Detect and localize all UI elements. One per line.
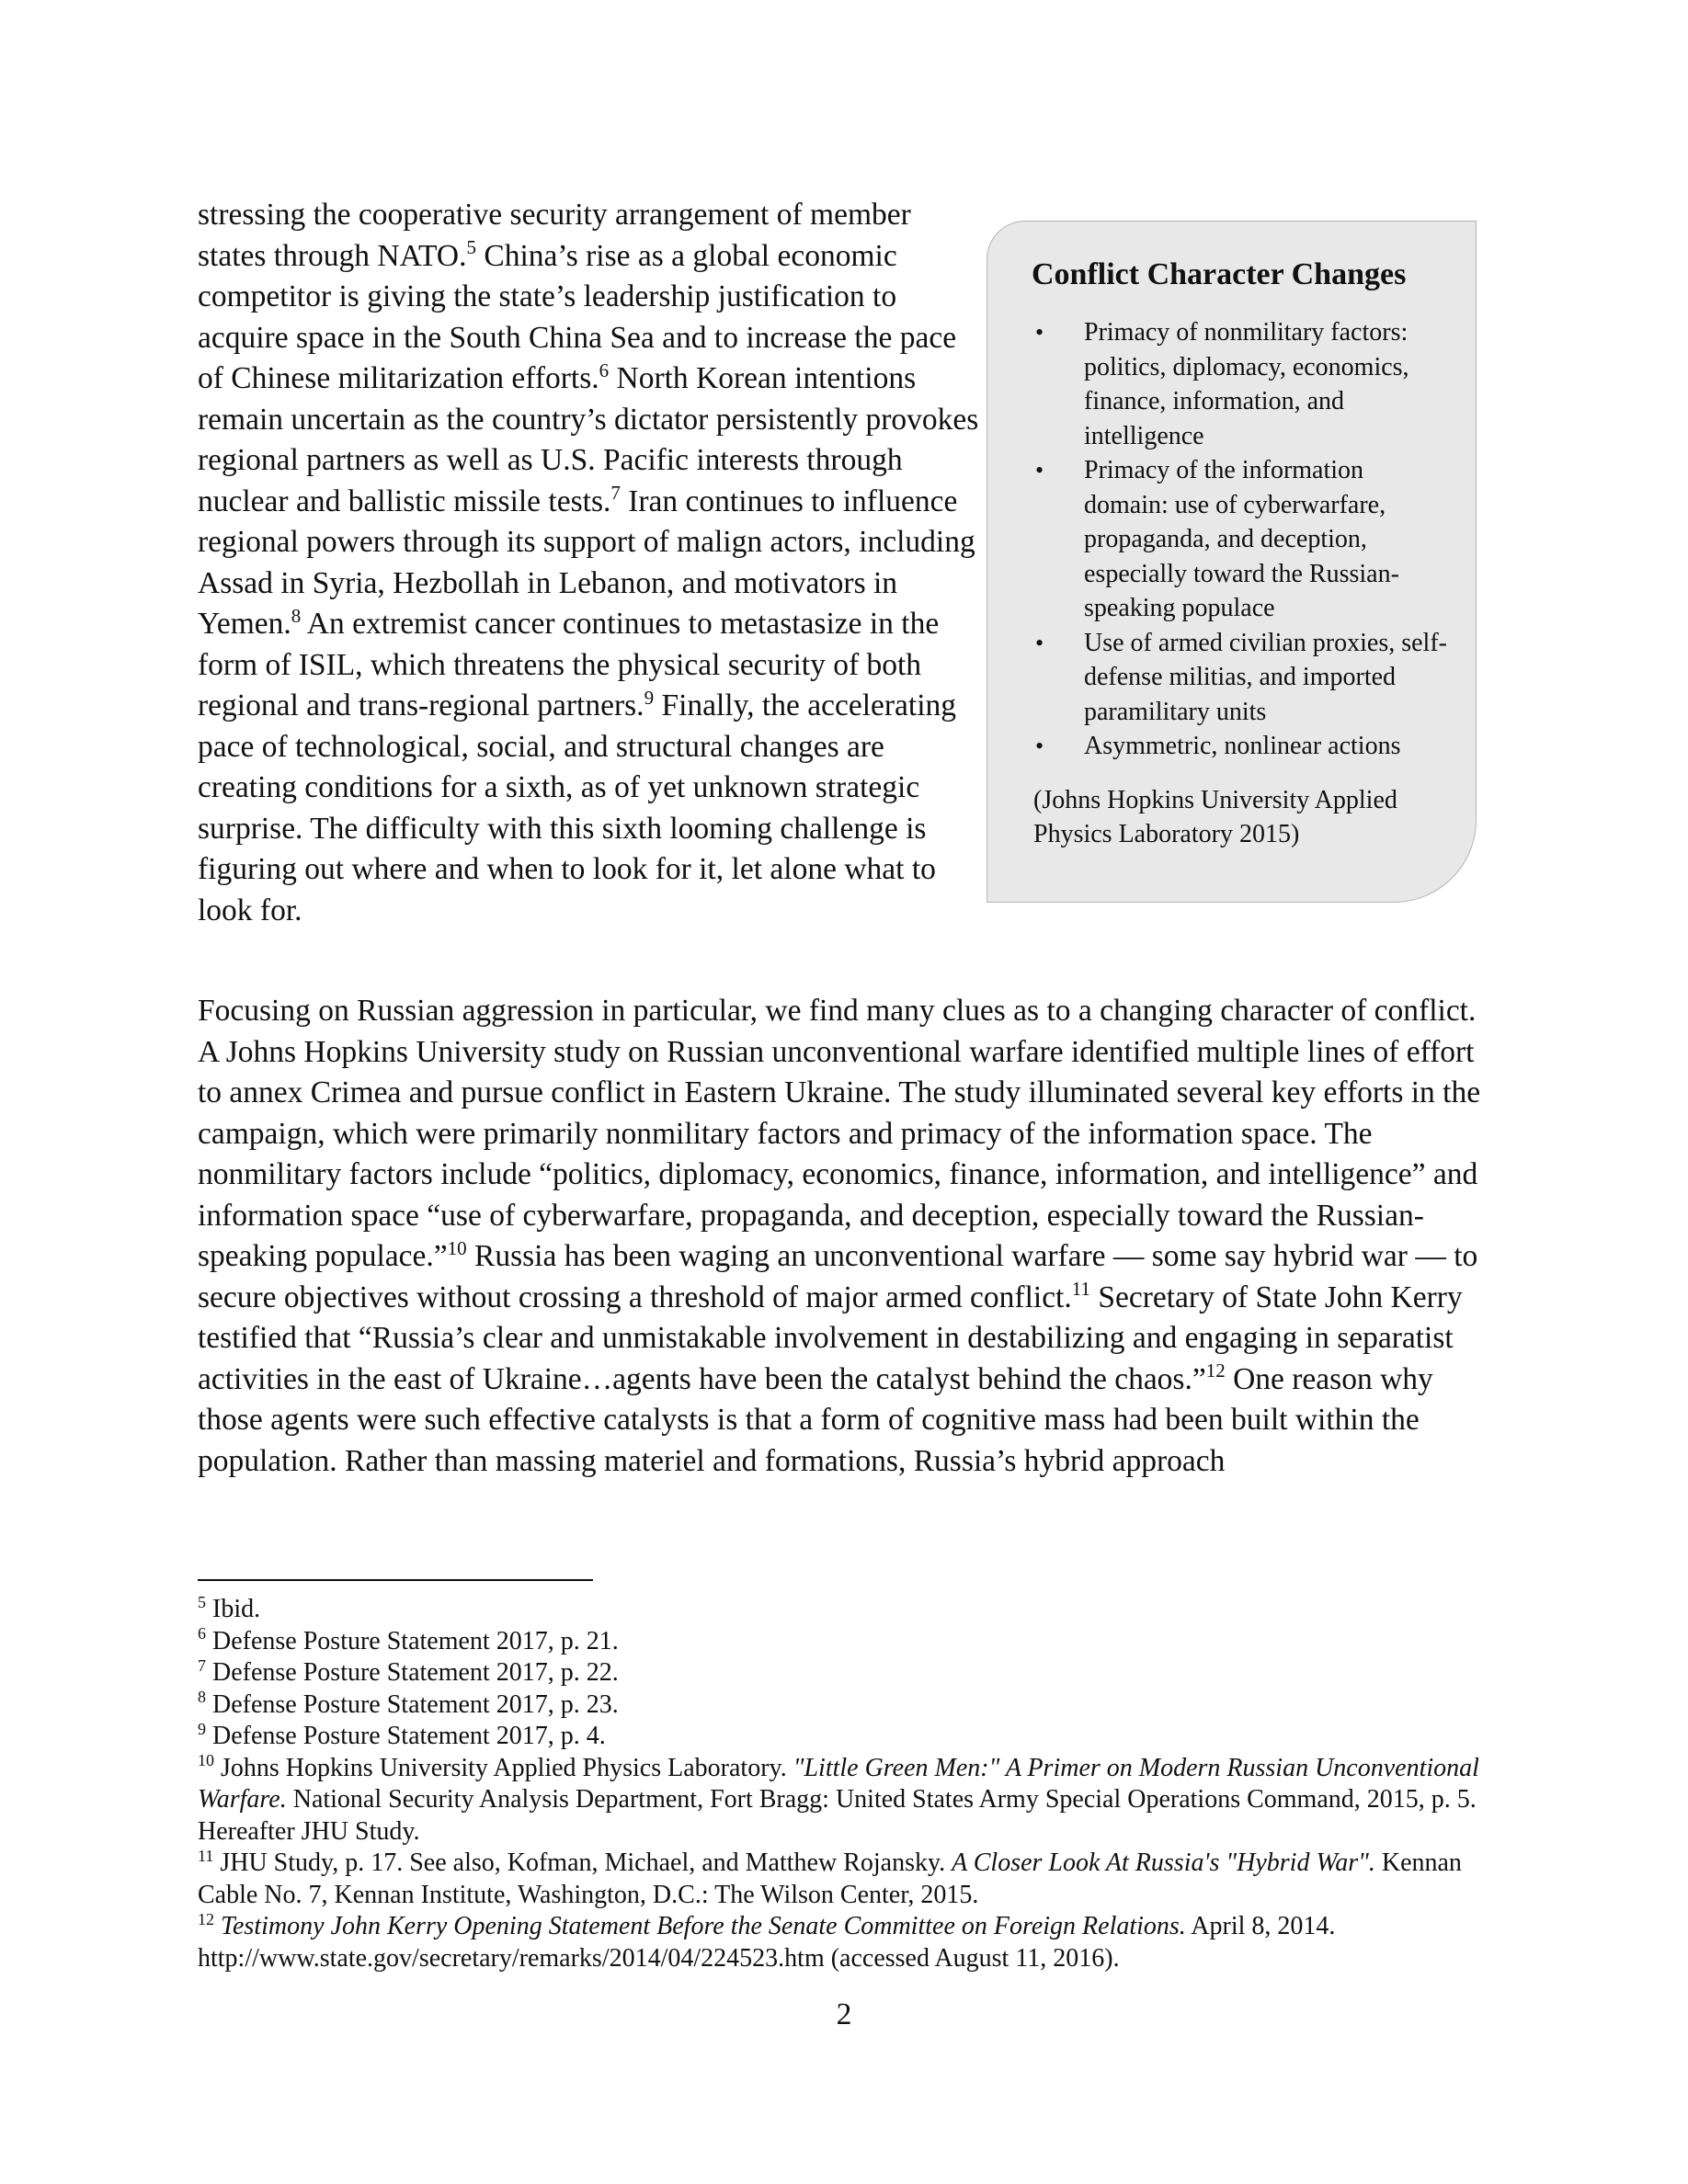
sidebar-bullet-item (1035, 729, 1454, 764)
bullet-icon: • (1035, 629, 1044, 656)
footnote-ref[interactable]: 11 (1071, 1278, 1090, 1301)
text-segment: An extremist cancer continues to metastasize in the form of ISIL, which threatens the physical security of both regional and trans-regional partners. (198, 607, 940, 722)
footnote-text: Johns Hopkins University Applied Physics Laboratory. (221, 1753, 793, 1782)
bullet-text: Asymmetric, nonlinear actions (1084, 732, 1401, 760)
footnote-text: Defense Posture Statement 2017, p. 4. (212, 1722, 606, 1750)
footnote-number: 6 (198, 1624, 206, 1644)
footnote-number: 7 (198, 1655, 206, 1675)
text-segment: Russia has been waging an unconventional warfare — some say hybrid war — to secure objectives without crossing a threshold of major armed conflict. (198, 1239, 1478, 1314)
footnote-text: April 8, 2014. http://www.state.gov/secretary/remarks/2014/04/224523.htm (accessed August 11, 2016). (198, 1912, 1336, 1973)
text-segment: China’s rise as a global economic competitor is giving the state’s leadership justification to acquire space in the South China Sea and to increase the pace of Chinese militarization efforts. (198, 238, 957, 395)
footnote-ref[interactable]: 7 (610, 482, 621, 505)
bullet-icon: • (1035, 733, 1044, 759)
bullet-text: Primacy of nonmilitary factors: politics, diplomacy, economics, finance, information, and intelligence (1084, 318, 1409, 450)
footnotes (198, 1594, 1494, 1974)
text-segment: Secretary of State John Kerry testified that “Russia’s clear and unmistakable involvement in destabilizing and engaging in separatist activities in the east of Ukraine…agents have been the catalyst behind the chaos.” (198, 1280, 1463, 1396)
footnote-text: National Security Analysis Department, Fort Bragg: United States Army Special Operations Command, 2015, p. 5. Hereafter JHU Study. (198, 1785, 1477, 1846)
sidebar-bullet-item (1035, 626, 1454, 730)
sidebar-list (1035, 315, 1454, 764)
footnote-item (198, 1626, 1494, 1658)
footnote-ref[interactable]: 5 (466, 236, 476, 259)
footnote-item (198, 1594, 1494, 1626)
footnote-title: "Little Green Men:" A Primer on Modern Russian Unconventional Warfare. (198, 1753, 1479, 1814)
sidebar-box (987, 221, 1477, 903)
footnote-item (198, 1753, 1494, 1848)
footnote-divider (198, 1579, 593, 1581)
bullet-icon: • (1035, 319, 1044, 346)
footnote-number: 5 (198, 1592, 206, 1611)
text-segment: Focusing on Russian aggression in particular, we find many clues as to a changing character of conflict. A Johns Hopkins University study on Russian unconventional warfare identified multiple lines of effort to annex Crimea and pursue conflict in Eastern Ukraine. The study illuminated several key efforts in the campaign, which were primarily nonmilitary factors and primacy of the information space. The nonmilitary factors include “politics, diplomacy, economics, finance, information, and intelligence” and information space “use of cyberwarfare, propaganda, and deception, especially toward the Russian-speaking populace.” (198, 994, 1481, 1273)
bullet-text: Use of armed civilian proxies, self-defense militias, and imported paramilitary units (1084, 628, 1447, 726)
footnote-text: Defense Posture Statement 2017, p. 23. (212, 1689, 619, 1719)
footnote-item (198, 1848, 1494, 1911)
footnote-ref[interactable]: 6 (599, 358, 610, 381)
body-paragraph-main (198, 991, 1494, 1482)
footnote-item (198, 1689, 1494, 1722)
footnote-text: JHU Study, p. 17. See also, Kofman, Michael, and Matthew Rojansky. (220, 1848, 952, 1877)
footnote-text: Defense Posture Statement 2017, p. 22. (212, 1658, 619, 1687)
footnote-title: Testimony John Kerry Opening Statement Before the Senate Committee on Foreign Relations. (221, 1912, 1186, 1940)
text-segment: North Korean intentions remain uncertain as the country’s dictator persistently provokes regional partners as well as U.S. Pacific interests through nuclear and ballistic missile tests. (198, 361, 979, 518)
footnote-ref[interactable]: 8 (291, 604, 302, 627)
body-paragraph-column (198, 195, 979, 931)
text-segment: stressing the cooperative security arrangement of member states through NATO. (198, 198, 911, 273)
sidebar-source: (Johns Hopkins University Applied Physics Laboratory 2015) (1033, 785, 1397, 848)
text-segment: Finally, the accelerating pace of technological, social, and structural changes are creating conditions for a sixth, as of yet unknown strategic surprise. The difficulty with this sixth looming challenge is figuring out where and when to look for it, let alone what to look for. (198, 688, 957, 927)
footnote-text: Defense Posture Statement 2017, p. 21. (212, 1626, 619, 1655)
bullet-text: Primacy of the information domain: use of cyberwarfare, propaganda, and deception, especially toward the Russian-speaking populace (1084, 456, 1399, 622)
footnote-ref[interactable]: 9 (644, 686, 655, 709)
footnote-text: Kennan Cable No. 7, Kennan Institute, Washington, D.C.: The Wilson Center, 2015. (198, 1848, 1462, 1909)
sidebar-title: Conflict Character Changes (1032, 257, 1407, 291)
footnote-number: 8 (198, 1688, 206, 1707)
bullet-icon: • (1035, 457, 1044, 483)
footnote-ref[interactable]: 12 (1205, 1359, 1226, 1382)
page-number: 2 (836, 1997, 852, 2031)
footnote-item (198, 1911, 1494, 1974)
text-segment: One reason why those agents were such effective catalysts is that a form of cognitive mass had been built within the population. Rather than massing materiel and formations, Russia’s hybrid approach (198, 1361, 1433, 1478)
footnote-text: Ibid. (212, 1595, 261, 1623)
footnote-item (198, 1657, 1494, 1689)
footnote-number: 9 (198, 1719, 206, 1738)
footnote-title: A Closer Look At Russia's "Hybrid War". (952, 1848, 1375, 1877)
sidebar-bullet-item (1035, 315, 1454, 453)
footnote-number: 10 (198, 1751, 214, 1770)
footnote-number: 11 (198, 1846, 214, 1865)
footnote-item (198, 1721, 1494, 1753)
sidebar-bullet-item (1035, 453, 1454, 626)
footnote-ref[interactable]: 10 (447, 1236, 467, 1259)
text-segment: Iran continues to influence regional powers through its support of malign actors, including Assad in Syria, Hezbollah in Lebanon, and motivators in Yemen. (198, 483, 975, 641)
footnote-number: 12 (198, 1909, 214, 1928)
